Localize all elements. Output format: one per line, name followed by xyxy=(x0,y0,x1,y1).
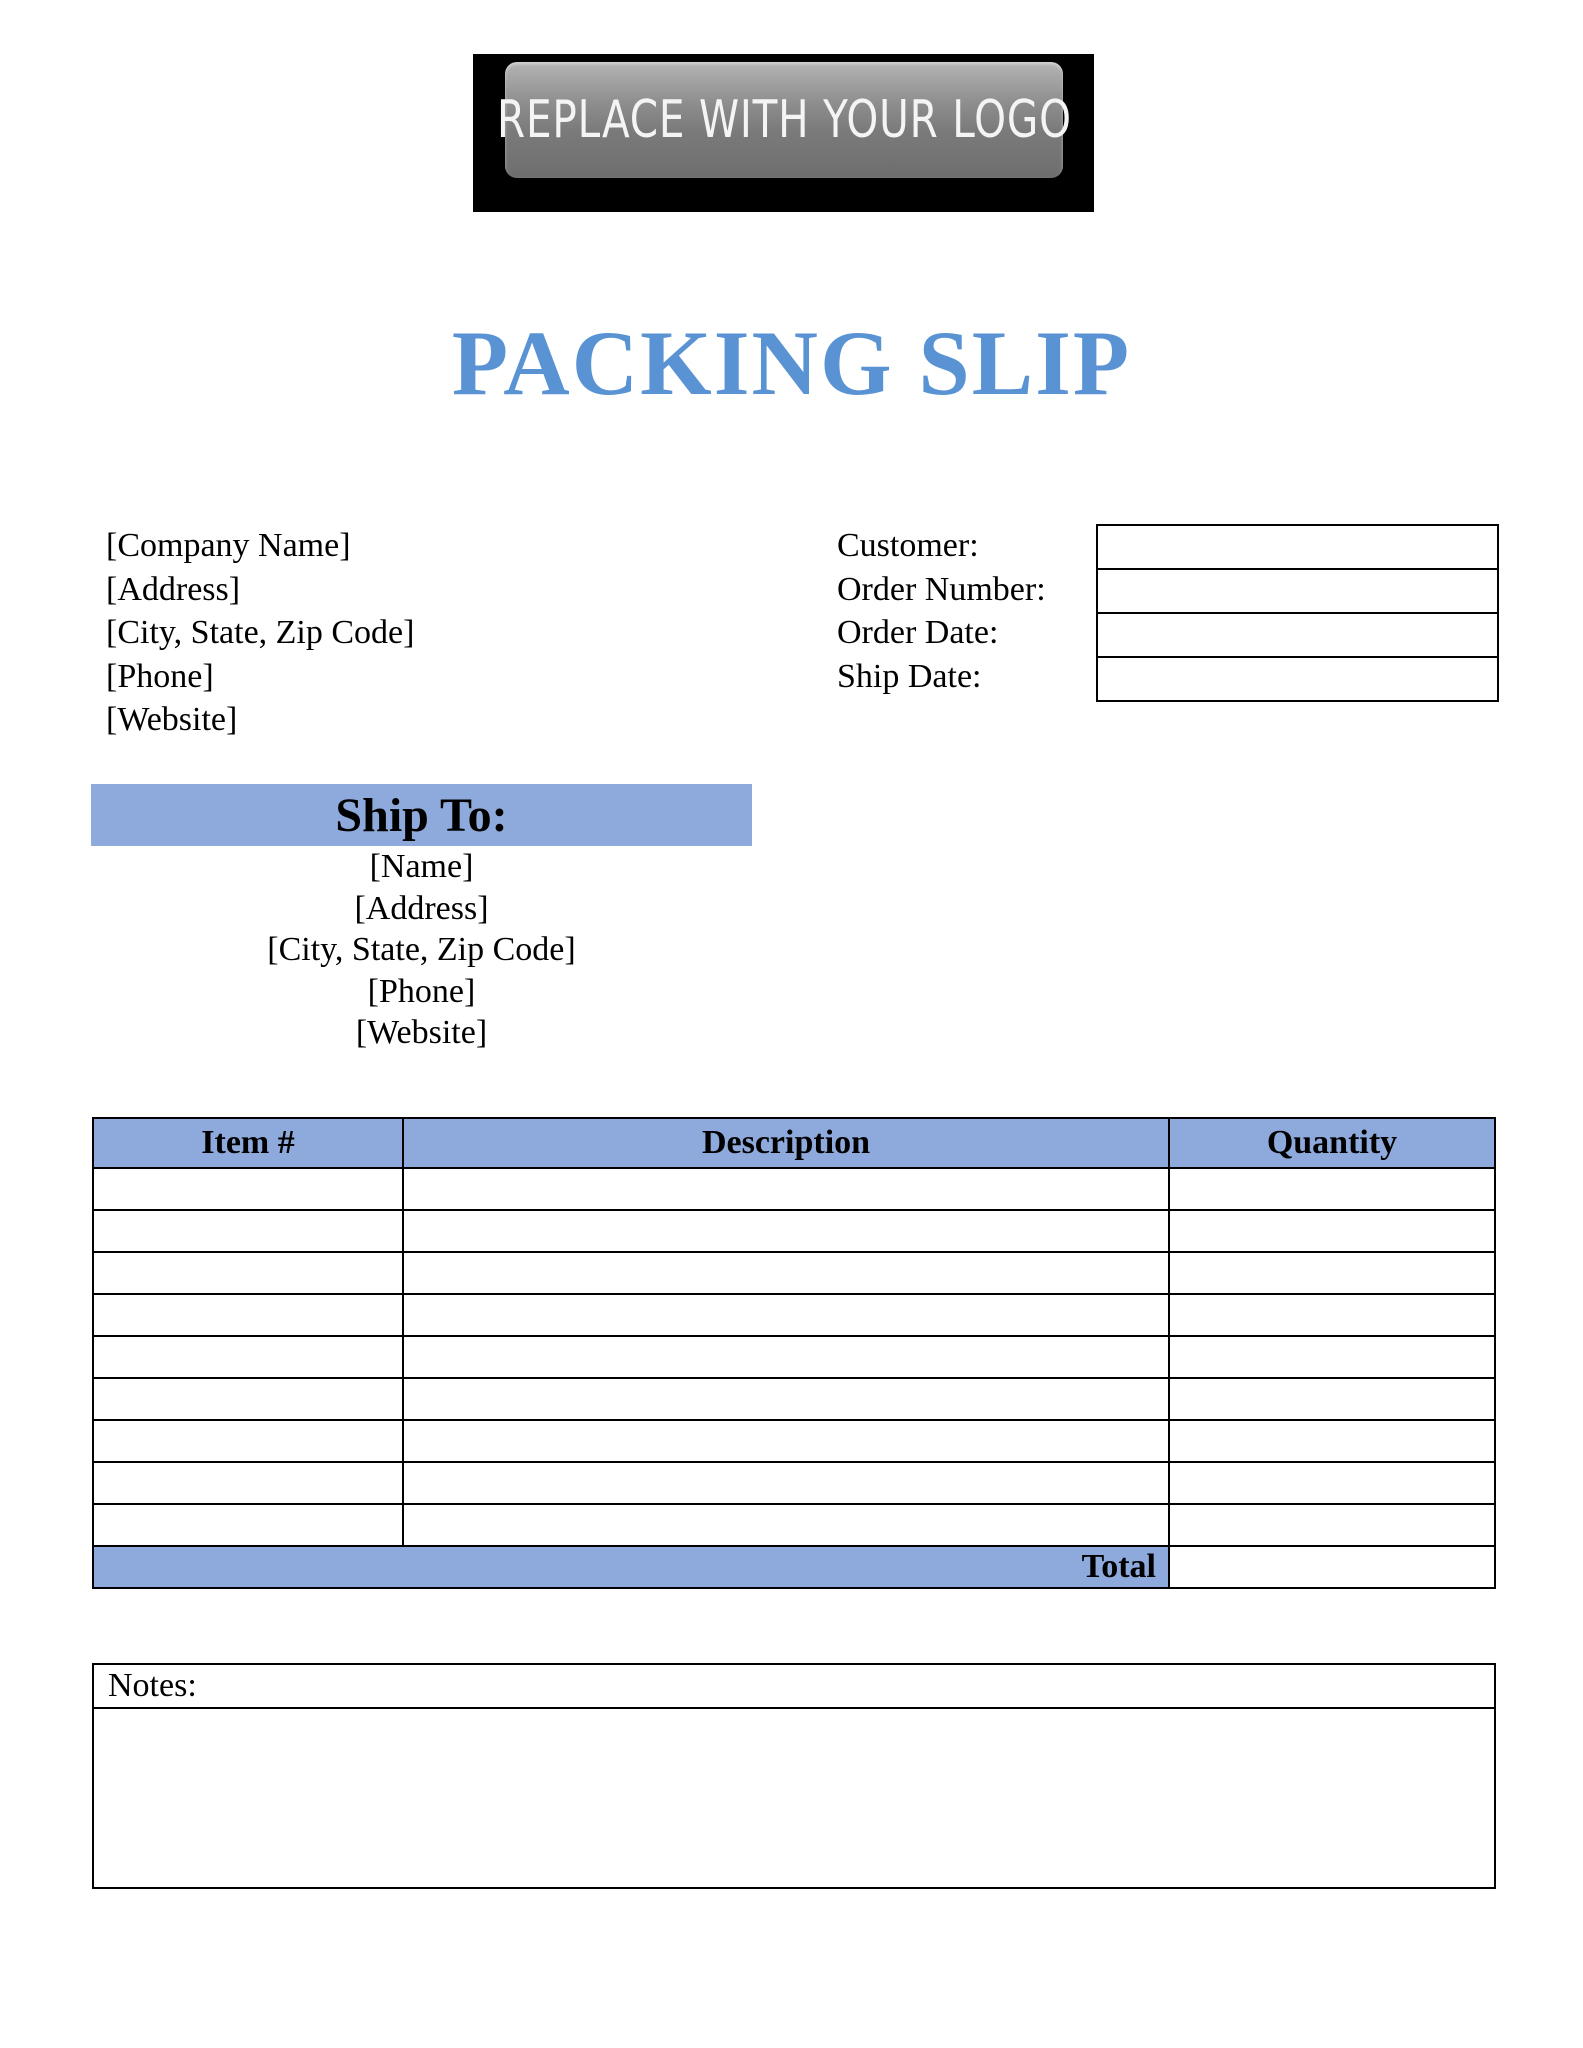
table-header-row xyxy=(93,1118,1495,1168)
company-address[interactable]: [Address] xyxy=(106,570,241,608)
cell-quantity[interactable] xyxy=(1169,1294,1495,1336)
cell-description[interactable] xyxy=(403,1294,1169,1336)
cell-description[interactable] xyxy=(403,1462,1169,1504)
cell-quantity[interactable] xyxy=(1169,1210,1495,1252)
logo-badge xyxy=(496,62,1072,178)
table-row xyxy=(93,1504,1495,1546)
total-label: Total xyxy=(93,1546,1169,1588)
cell-quantity[interactable] xyxy=(1169,1504,1495,1546)
column-header-quantity: Quantity xyxy=(1169,1118,1495,1168)
items-table-body xyxy=(93,1168,1495,1546)
table-row xyxy=(93,1294,1495,1336)
cell-item[interactable] xyxy=(93,1420,403,1462)
ship-to-website[interactable]: [Website] xyxy=(355,1014,488,1051)
cell-item[interactable] xyxy=(93,1504,403,1546)
ship-to-address[interactable]: [Address] xyxy=(354,889,489,927)
cell-item[interactable] xyxy=(93,1294,403,1336)
company-website[interactable]: [Website] xyxy=(106,701,238,738)
cell-quantity[interactable] xyxy=(1169,1462,1495,1504)
cell-description[interactable] xyxy=(403,1168,1169,1210)
notes-box xyxy=(92,1663,1496,1889)
cell-item[interactable] xyxy=(93,1210,403,1252)
ship-to-city[interactable]: [City, State, Zip Code] xyxy=(267,931,576,968)
ship-to-header: Ship To: xyxy=(91,784,752,846)
cell-quantity[interactable] xyxy=(1169,1252,1495,1294)
cell-quantity[interactable] xyxy=(1169,1420,1495,1462)
order-date-label: Order Date: xyxy=(837,614,999,651)
order-number-field[interactable] xyxy=(1096,568,1499,612)
cell-quantity[interactable] xyxy=(1169,1168,1495,1210)
items-table xyxy=(92,1117,1496,1589)
cell-description[interactable] xyxy=(403,1420,1169,1462)
cell-item[interactable] xyxy=(93,1462,403,1504)
table-row xyxy=(93,1336,1495,1378)
cell-description[interactable] xyxy=(403,1378,1169,1420)
logo xyxy=(473,54,1094,212)
cell-description[interactable] xyxy=(403,1504,1169,1546)
total-row xyxy=(93,1546,1495,1588)
table-row xyxy=(93,1462,1495,1504)
table-row xyxy=(93,1252,1495,1294)
cell-item[interactable] xyxy=(93,1378,403,1420)
order-meta-labels xyxy=(837,524,1046,698)
cell-item[interactable] xyxy=(93,1336,403,1378)
cell-quantity[interactable] xyxy=(1169,1378,1495,1420)
company-city[interactable]: [City, State, Zip Code] xyxy=(106,614,415,651)
notes-content[interactable] xyxy=(94,1709,1494,1889)
cell-quantity[interactable] xyxy=(1169,1336,1495,1378)
ship-to-info xyxy=(91,846,752,1054)
column-header-description: Description xyxy=(403,1118,1169,1168)
column-header-item: Item # xyxy=(93,1118,403,1168)
ship-to-phone[interactable]: [Phone] xyxy=(367,972,476,1010)
cell-description[interactable] xyxy=(403,1210,1169,1252)
cell-item[interactable] xyxy=(93,1252,403,1294)
total-value[interactable] xyxy=(1169,1546,1495,1588)
notes-label: Notes: xyxy=(94,1665,1494,1709)
order-number-label: Order Number: xyxy=(837,570,1046,608)
cell-description[interactable] xyxy=(403,1336,1169,1378)
company-name[interactable]: [Company Name] xyxy=(106,527,351,564)
cell-item[interactable] xyxy=(93,1168,403,1210)
ship-date-label: Ship Date: xyxy=(837,657,982,695)
ship-to-name[interactable]: [Name] xyxy=(369,848,474,885)
table-row xyxy=(93,1168,1495,1210)
ship-date-field[interactable] xyxy=(1096,656,1499,702)
table-row xyxy=(93,1420,1495,1462)
customer-field[interactable] xyxy=(1096,524,1499,568)
company-info xyxy=(106,524,414,742)
logo-text: REPLACE WITH YOUR LOGO xyxy=(496,90,1072,150)
order-meta-fields xyxy=(1096,524,1499,702)
table-row xyxy=(93,1378,1495,1420)
cell-description[interactable] xyxy=(403,1252,1169,1294)
customer-label: Customer: xyxy=(837,527,979,564)
order-date-field[interactable] xyxy=(1096,612,1499,656)
table-row xyxy=(93,1210,1495,1252)
page-title: PACKING SLIP xyxy=(451,312,1132,414)
company-phone[interactable]: [Phone] xyxy=(106,657,214,695)
